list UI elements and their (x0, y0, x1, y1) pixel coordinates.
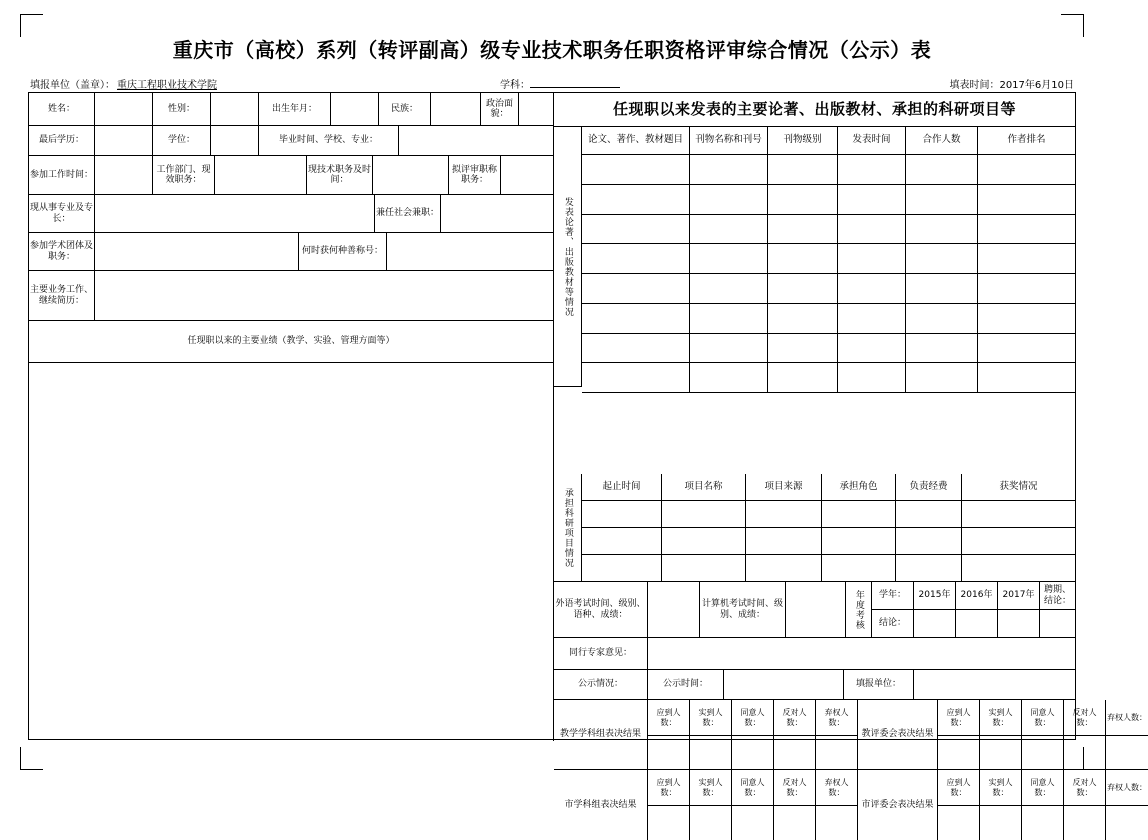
vote-item-label: 弃权人数： (1106, 770, 1148, 806)
publication-cell[interactable] (768, 185, 838, 215)
vote-item-value[interactable] (980, 736, 1022, 770)
field-value-birth[interactable] (331, 93, 379, 126)
vote-item-value[interactable] (732, 736, 774, 770)
vote-item-value[interactable] (1106, 806, 1148, 840)
meta-unit-value: 重庆工程职业技术学院 (117, 80, 217, 91)
field-label-degree: 学位： (153, 126, 211, 156)
vote-item-label: 同意人数： (1022, 700, 1064, 736)
projects-header-role: 承担角色 (822, 474, 896, 501)
projects-header-name: 项目名称 (662, 474, 746, 501)
publication-cell[interactable] (838, 155, 906, 185)
vote-item-value[interactable] (1022, 806, 1064, 840)
project-cell[interactable] (962, 528, 1075, 555)
crop-mark-bottom-left (20, 747, 43, 770)
field-value-grad-info[interactable] (399, 126, 553, 156)
vote-item-label: 反对人数： (1064, 770, 1106, 806)
publication-cell[interactable] (838, 185, 906, 215)
projects-header-source: 项目来源 (746, 474, 822, 501)
publication-cell[interactable] (906, 274, 978, 304)
vote-item-value[interactable] (732, 806, 774, 840)
publications-header-title: 论文、著作、教材题目 (582, 127, 690, 155)
exam-year-2017: 2017年 (998, 582, 1040, 610)
publication-cell[interactable] (582, 185, 690, 215)
meta-date (949, 76, 1074, 91)
field-value-education[interactable] (95, 126, 153, 156)
exam-extra-value[interactable] (1040, 610, 1075, 638)
exam-label-annual-text: 年度考核 (853, 589, 864, 630)
publication-cell[interactable] (690, 363, 768, 393)
publication-cell[interactable] (768, 304, 838, 334)
publications-header-journal: 刊物名称和刊号 (690, 127, 768, 155)
exam-label-year: 学年： (872, 582, 914, 610)
vote-right-label: 教评委会表决结果 (858, 700, 938, 770)
publication-cell[interactable] (690, 304, 768, 334)
exam-result-2015[interactable] (914, 610, 956, 638)
form-frame (28, 92, 1147, 810)
peer-review-value[interactable] (648, 638, 1075, 670)
field-value-social-post[interactable] (441, 195, 553, 233)
meta-subject-label: 学科： (500, 80, 530, 91)
publication-cell[interactable] (768, 244, 838, 274)
vote-item-value[interactable] (1106, 736, 1148, 770)
project-cell[interactable] (822, 501, 896, 528)
projects-side-label (554, 474, 582, 582)
publication-cell[interactable] (582, 334, 690, 364)
publication-cell[interactable] (978, 363, 1075, 393)
publication-cell[interactable] (768, 215, 838, 245)
publication-cell[interactable] (838, 274, 906, 304)
project-cell[interactable] (582, 501, 662, 528)
publication-cell[interactable] (768, 155, 838, 185)
publication-cell[interactable] (978, 185, 1075, 215)
publicity-time-value[interactable] (724, 670, 844, 700)
exam-result-2017[interactable] (998, 610, 1040, 638)
field-label-apply-title: 拟评审职称职务： (449, 156, 501, 195)
page-title: 重庆市（高校）系列（转评副高）级专业技术职务任职资格评审综合情况（公示）表 (172, 38, 932, 62)
vote-item-value[interactable] (816, 806, 858, 840)
publication-cell[interactable] (906, 185, 978, 215)
publicity-unit-value[interactable] (914, 670, 1075, 700)
project-cell[interactable] (896, 528, 962, 555)
publication-cell[interactable] (768, 334, 838, 364)
vote-item-value[interactable] (774, 806, 816, 840)
publication-cell[interactable] (582, 304, 690, 334)
publication-cell[interactable] (582, 363, 690, 393)
publication-cell[interactable] (582, 274, 690, 304)
vote-item-label: 同意人数： (1022, 770, 1064, 806)
meta-unit-label: 填报单位（盖章）： (30, 80, 115, 91)
project-cell[interactable] (662, 555, 746, 582)
publication-cell[interactable] (978, 244, 1075, 274)
vote-item-label: 应到人数： (648, 770, 690, 806)
achievements-title: 任现职以来的主要业绩（教学、实验、管理方面等） (29, 321, 553, 363)
field-label-nation: 民族： (379, 93, 431, 126)
vote-item-value[interactable] (980, 806, 1022, 840)
publication-cell[interactable] (690, 185, 768, 215)
vote-item-label: 实到人数： (690, 700, 732, 736)
project-cell[interactable] (896, 555, 962, 582)
vote-item-value[interactable] (938, 736, 980, 770)
field-label-honor-title: 何时获何种善称号： (299, 233, 387, 271)
publication-cell[interactable] (978, 215, 1075, 245)
project-cell[interactable] (962, 501, 1075, 528)
exam-value-foreign[interactable] (648, 582, 700, 638)
vote-left-label: 教学学科组表决结果 (554, 700, 648, 770)
publicity-label: 公示情况： (554, 670, 648, 700)
publications-header-coauthors: 合作人数 (906, 127, 978, 155)
exam-label-computer: 计算机考试时间、级别、成绩： (700, 582, 786, 638)
project-cell[interactable] (822, 555, 896, 582)
field-label-grad-info: 毕业时间、学校、专业： (259, 126, 399, 156)
project-cell[interactable] (962, 555, 1075, 582)
vote-right-label: 市评委会表决结果 (858, 770, 938, 840)
vote-item-label: 弃权人数： (816, 770, 858, 806)
meta-date-value: 2017年6月10日 (999, 80, 1074, 91)
meta-date-label: 填表时间： (949, 80, 1000, 91)
publication-cell[interactable] (582, 244, 690, 274)
publicity-time-label: 公示时间： (648, 670, 724, 700)
field-label-gender: 性别： (153, 93, 211, 126)
field-value-current-title[interactable] (373, 156, 449, 195)
exam-result-2016[interactable] (956, 610, 998, 638)
publication-cell[interactable] (690, 244, 768, 274)
field-value-nation[interactable] (431, 93, 481, 126)
publication-cell[interactable] (978, 304, 1075, 334)
field-label-dept-duty: 工作部门、现效职务： (153, 156, 215, 195)
meta-subject (500, 76, 620, 91)
publication-cell[interactable] (838, 304, 906, 334)
projects-header-period: 起止时间 (582, 474, 662, 501)
vote-item-label: 同意人数： (732, 700, 774, 736)
vote-item-value[interactable] (690, 806, 732, 840)
project-cell[interactable] (582, 555, 662, 582)
field-value-major-field[interactable] (95, 195, 375, 233)
publication-cell[interactable] (978, 334, 1075, 364)
publication-cell[interactable] (690, 274, 768, 304)
projects-header-funding: 负责经费 (896, 474, 962, 501)
publication-cell[interactable] (838, 215, 906, 245)
publication-cell[interactable] (582, 155, 690, 185)
vote-item-label: 同意人数： (732, 770, 774, 806)
vote-item-value[interactable] (1064, 736, 1106, 770)
meta-row (30, 76, 1074, 90)
vote-item-label: 应到人数： (938, 770, 980, 806)
field-label-current-title: 现技术职务及时间： (307, 156, 373, 195)
publication-cell[interactable] (768, 274, 838, 304)
vote-item-label: 实到人数： (980, 770, 1022, 806)
vote-item-label: 反对人数： (774, 700, 816, 736)
publication-cell[interactable] (978, 274, 1075, 304)
project-cell[interactable] (582, 528, 662, 555)
project-cell[interactable] (746, 501, 822, 528)
vote-item-value[interactable] (1022, 736, 1064, 770)
field-value-honor-title[interactable] (387, 233, 553, 271)
field-value-name[interactable] (95, 93, 153, 126)
publications-side-label-text: 发表论著、出版教材等情况 (562, 196, 573, 317)
exam-label-foreign: 外语考试时间、级别、语种、成绩： (554, 582, 648, 638)
publication-cell[interactable] (838, 334, 906, 364)
field-label-social-post: 兼任社会兼职： (375, 195, 441, 233)
vote-item-label: 反对人数： (1064, 700, 1106, 736)
project-cell[interactable] (822, 528, 896, 555)
meta-unit (30, 76, 219, 91)
publication-cell[interactable] (906, 155, 978, 185)
project-cell[interactable] (662, 501, 746, 528)
publication-cell[interactable] (906, 215, 978, 245)
vote-item-label: 应到人数： (938, 700, 980, 736)
peer-review-label: 同行专家意见： (554, 638, 648, 670)
publication-cell[interactable] (978, 155, 1075, 185)
field-value-work-start[interactable] (95, 156, 153, 195)
publication-cell[interactable] (906, 244, 978, 274)
publicity-unit-label: 填报单位： (844, 670, 914, 700)
publication-cell[interactable] (690, 215, 768, 245)
vote-item-label: 实到人数： (980, 700, 1022, 736)
exam-year-2015: 2015年 (914, 582, 956, 610)
achievements-body[interactable] (29, 363, 553, 741)
project-cell[interactable] (746, 555, 822, 582)
exam-label-extra: 聘期、结论： (1040, 582, 1075, 610)
field-label-academic-org: 参加学术团体及职务： (29, 233, 95, 271)
publications-header-rank: 作者排名 (978, 127, 1075, 155)
publication-cell[interactable] (906, 363, 978, 393)
vote-item-label: 弃权人数： (1106, 700, 1148, 736)
vote-left-label: 市学科组表决结果 (554, 770, 648, 840)
field-label-political: 政治面貌： (481, 93, 519, 126)
field-value-gender[interactable] (211, 93, 259, 126)
project-cell[interactable] (746, 528, 822, 555)
publication-cell[interactable] (690, 155, 768, 185)
field-value-apply-title[interactable] (501, 156, 553, 195)
publication-cell[interactable] (838, 363, 906, 393)
publication-cell[interactable] (906, 304, 978, 334)
project-cell[interactable] (662, 528, 746, 555)
field-value-political[interactable] (519, 93, 553, 126)
publications-side-label (554, 127, 582, 387)
field-value-degree[interactable] (211, 126, 259, 156)
vote-item-value[interactable] (938, 806, 980, 840)
vote-item-value[interactable] (816, 736, 858, 770)
publication-cell[interactable] (906, 334, 978, 364)
field-label-work-start: 参加工作时间： (29, 156, 95, 195)
vote-item-value[interactable] (648, 736, 690, 770)
publications-header-date: 发表时间 (838, 127, 906, 155)
vote-item-label: 应到人数： (648, 700, 690, 736)
publications-section-title: 任现职以来发表的主要论著、出版教材、承担的科研项目等 (554, 93, 1075, 127)
vote-item-value[interactable] (648, 806, 690, 840)
vote-item-label: 弃权人数： (816, 700, 858, 736)
field-label-resume: 主要业务工作、继续简历： (29, 271, 95, 321)
exam-label-result: 结论： (872, 610, 914, 638)
field-label-major-field: 现从事专业及专长： (29, 195, 95, 233)
field-label-education: 最后学历： (29, 126, 95, 156)
vote-item-label: 反对人数： (774, 770, 816, 806)
publication-cell[interactable] (690, 334, 768, 364)
project-cell[interactable] (896, 501, 962, 528)
exam-year-2016: 2016年 (956, 582, 998, 610)
vote-item-label: 实到人数： (690, 770, 732, 806)
field-value-resume[interactable] (95, 271, 553, 321)
field-label-name: 姓名： (29, 93, 95, 126)
publication-cell[interactable] (838, 244, 906, 274)
vote-item-value[interactable] (690, 736, 732, 770)
field-label-birth: 出生年月： (259, 93, 331, 126)
publications-header-level: 刊物级别 (768, 127, 838, 155)
exam-label-annual (846, 582, 872, 638)
projects-side-label-text: 承担科研项目情况 (562, 487, 573, 568)
publication-cell[interactable] (768, 363, 838, 393)
exam-value-computer[interactable] (786, 582, 846, 638)
field-value-academic-org[interactable] (95, 233, 299, 271)
field-value-dept-duty[interactable] (215, 156, 307, 195)
vote-item-value[interactable] (774, 736, 816, 770)
projects-header-award: 获奖情况 (962, 474, 1075, 501)
vote-item-value[interactable] (1064, 806, 1106, 840)
publication-cell[interactable] (582, 215, 690, 245)
